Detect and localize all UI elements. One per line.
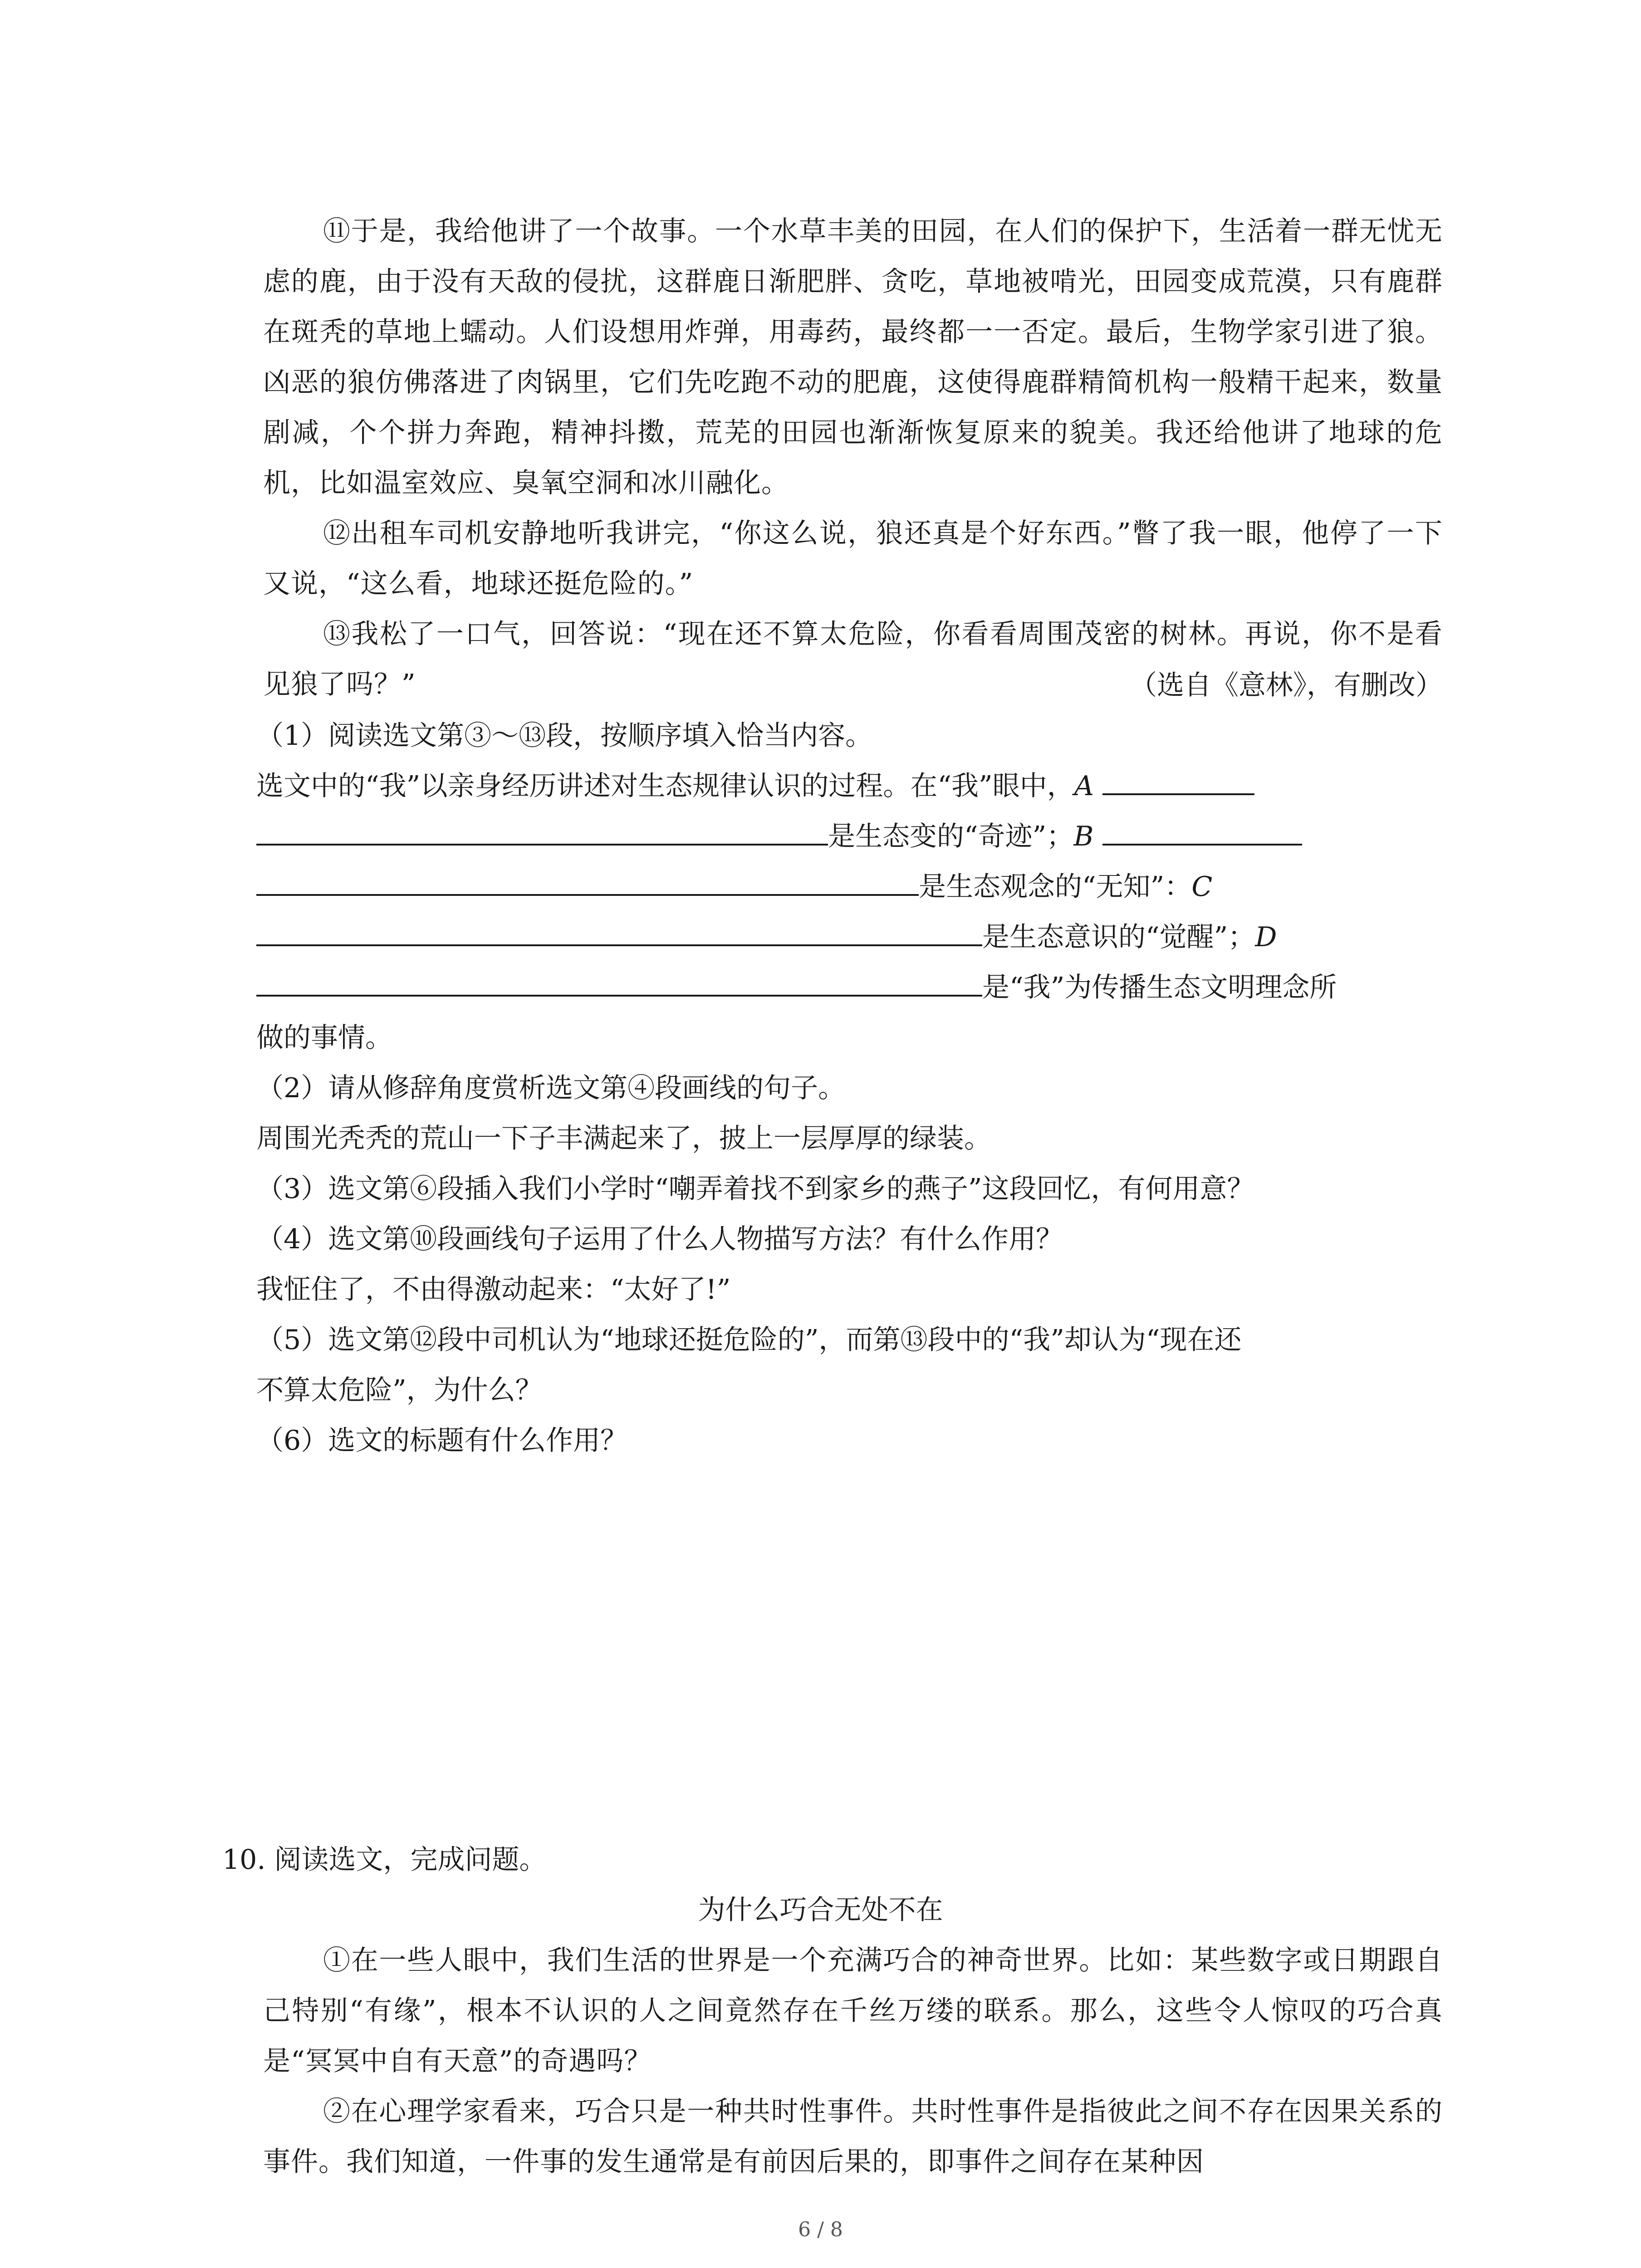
q1-text-d: 是“我”为传播生态文明理念所 [982,972,1337,1003]
q1-label-c: C [1191,871,1213,903]
answer-blank-a-end[interactable] [256,835,828,846]
q4-prompt: （4）选文第⑩段画线句子运用了什么人物描写方法？有什么作用？ [256,1223,1063,1255]
q2-quote: 周围光秃秃的荒山一下子丰满起来了，披上一层厚厚的绿装。 [256,1123,991,1154]
q1-label-b: B [1073,821,1094,852]
answer-blank-b-end[interactable] [256,885,919,896]
section10-paragraph-1: ①在一些人眼中，我们生活的世界是一个充满巧合的神奇世界。比如：某些数字或日期跟自己特别“有缘”，根本不认识的人之间竟然存在千丝万缕的联系。那么，这些令人惊叹的巧合真是“冥冥中自有天意”的奇遇吗？ [263,1945,1443,2077]
q1-label-a: A [1074,770,1094,802]
q5-line1: （5）选文第⑫段中司机认为“地球还挺危险的”，而第⑬段中的“我”却认为“现在还 [256,1324,1242,1356]
answer-blank-b-start[interactable] [1102,835,1302,846]
q4-quote: 我怔住了，不由得激动起来：“太好了!” [256,1274,731,1305]
q1-line3 [256,862,1212,912]
section10-heading: 10. 阅读选文，完成问题。 [222,1844,547,1876]
q1-line1 [256,761,1254,811]
q1-line1-text: 选文中的“我”以亲身经历讲述对生态规律认识的过程。在“我”眼中， [256,770,1074,802]
q1-text-a: 是生态变的“奇迹”； [828,821,1074,852]
section10-paragraph-2: ②在心理学家看来，巧合只是一种共时性事件。共时性事件是指彼此之间不存在因果关系的事件。我们知道，一件事的发生通常是有前因后果的，即事件之间存在某种因 [263,2096,1443,2178]
q1-tail: 做的事情。 [256,1022,392,1054]
q1-line2 [256,811,1302,862]
q1-label-d: D [1255,921,1277,953]
source-note: （选自《意林》，有删改） [1130,670,1443,701]
answer-blank-d[interactable] [256,986,982,997]
answer-blank-c[interactable] [256,935,982,946]
paragraph-12: ⑫出租车司机安静地听我讲完，“你这么说，狼还真是个好东西。”瞥了我一眼，他停了一下又说，“这么看，地球还挺危险的。” [263,518,1443,600]
section10-passage [263,1936,1443,2187]
paragraph-13: ⑬我松了一口气，回答说：“现在还不算太危险，你看看周围茂密的树林。再说，你不是看见狼了吗？” [263,618,1443,700]
passage-top [263,206,1443,710]
q1-line5 [256,963,1337,1013]
q1-line4 [256,912,1277,963]
answer-blank-a-start[interactable] [1102,784,1254,795]
q1-prompt: （1）阅读选文第③～⑬段，按顺序填入恰当内容。 [256,720,873,752]
q2-prompt: （2）请从修辞角度赏析选文第④段画线的句子。 [256,1072,846,1104]
q1-text-b: 是生态观念的“无知”： [919,871,1192,903]
q5-line2: 不算太危险”，为什么？ [256,1374,543,1406]
section10-title: 为什么巧合无处不在 [698,1894,943,1926]
paragraph-11: ⑪于是，我给他讲了一个故事。一个水草丰美的田园，在人们的保护下，生活着一群无忧无虑的鹿，由于没有天敌的侵扰，这群鹿日渐肥胖、贪吃，草地被啃光，田园变成荒漠，只有鹿群在斑秃的草地上蠕动。人们设想用炸弹，用毒药，最终都一一否定。最后，生物学家引进了狼。凶恶的狼仿佛落进了肉锅里，它们先吃跑不动的肥鹿，这使得鹿群精简机构一般精干起来，数量剧减，个个拼力奔跑，精神抖擞，荒芜的田园也渐渐恢复原来的貌美。我还给他讲了地球的危机，比如温室效应、臭氧空洞和冰川融化。 [263,215,1443,499]
page-number: 6 / 8 [798,2218,843,2241]
q6-prompt: （6）选文的标题有什么作用？ [256,1425,628,1457]
q3-prompt: （3）选文第⑥段插入我们小学时“嘲弄着找不到家乡的燕子”这段回忆，有何用意？ [256,1173,1254,1205]
q1-text-c: 是生态意识的“觉醒”； [982,921,1255,953]
